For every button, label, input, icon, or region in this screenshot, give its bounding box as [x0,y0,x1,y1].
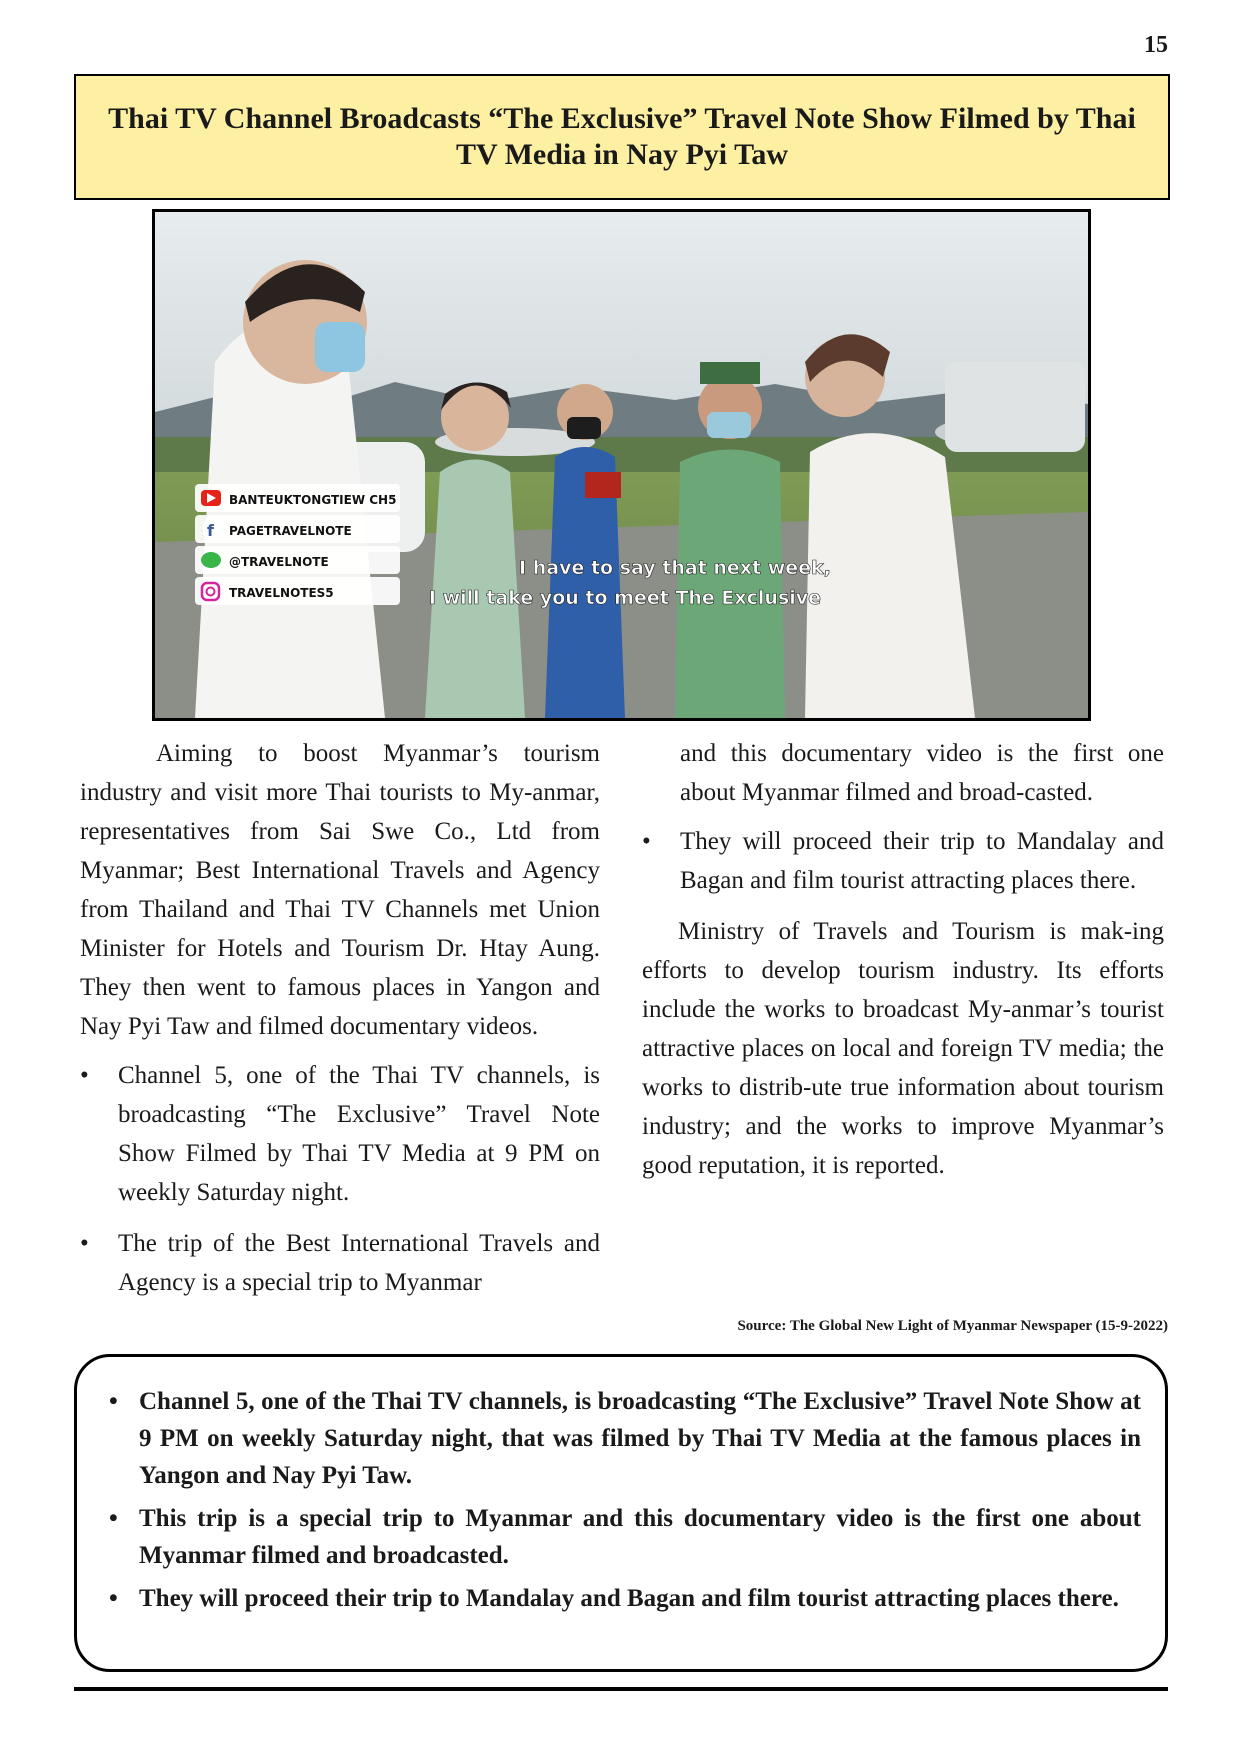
bottom-rule [74,1687,1168,1691]
social-facebook-label: PAGETRAVELNOTE [229,524,352,538]
news-photo-illustration [155,212,1088,718]
bullet-continuation: and this documentary video is the first one about Myanmar filmed and broad-casted. [680,740,1164,806]
summary-item: • Channel 5, one of the Thai TV channels, is broadcasting “The Exclusive” Travel Note Show at 9 PM on weekly Saturday night, that was filmed by Thai TV Media at the famous places in Yangon and Nay Pyi Taw. [91,1383,1141,1494]
article-bullets-right [642,822,1164,900]
summary-box [74,1354,1168,1672]
bullet-item: • They will proceed their trip to Mandalay and Bagan and film tourist attracting places there. [642,822,1164,900]
article-bullets-left [80,1056,600,1302]
bullet-item: • Channel 5, one of the Thai TV channels, is broadcasting “The Exclusive” Travel Note Show Filmed by Thai TV Media at 9 PM on weekly Saturday night. [80,1056,600,1212]
summary-list [91,1383,1141,1617]
social-youtube-label: BANTEUKTONGTIEW CH5 [229,493,397,507]
ministry-paragraph: Ministry of Travels and Tourism is mak-ing efforts to develop tourism industry. Its efforts include the works to broadcast My-anmar’s tourist attractive places on local and foreign TV media; the works to distrib-ute true information about tourism industry; and the works to improve Myanmar’s good reputation, it is reported. [642,918,1164,1179]
summary-item: • This trip is a special trip to Myanmar and this documentary video is the first one about Myanmar filmed and broadcasted. [91,1500,1141,1574]
line-icon [201,552,221,568]
social-instagram-label: TRAVELNOTES5 [229,586,334,600]
svg-text:f: f [207,521,214,540]
article-title: Thai TV Channel Broadcasts “The Exclusive” Travel Note Show Filmed by Thai TV Media in Nay Pyi Taw [108,102,1136,171]
page-number: 15 [1144,32,1168,58]
news-photo [152,209,1091,721]
video-caption-line1: I have to say that next week, [519,557,831,579]
intro-paragraph: Aiming to boost Myanmar’s tourism industry and visit more Thai tourists to My-anmar, representatives from Sai Swe Co., Ltd from Myanmar; Best International Travels and Agency from Thailand and Thai TV Channels met Union Minister for Hotels and Tourism Dr. Htay Aung. They then went to famous places in Yangon and Nay Pyi Taw and filmed documentary videos. [80,740,600,1040]
article-column-right [642,734,1164,1185]
title-banner [74,74,1170,200]
article-column-left [80,734,600,1314]
summary-item: • They will proceed their trip to Mandalay and Bagan and film tourist attracting places there. [91,1580,1141,1617]
video-caption-line2: I will take you to meet The Exclusive [428,587,822,609]
source-credit: Source: The Global New Light of Myanmar Newspaper (15-9-2022) [737,1318,1168,1334]
social-line-label: @TRAVELNOTE [229,555,329,569]
bullet-item: • The trip of the Best International Travels and Agency is a special trip to Myanmar [80,1224,600,1302]
